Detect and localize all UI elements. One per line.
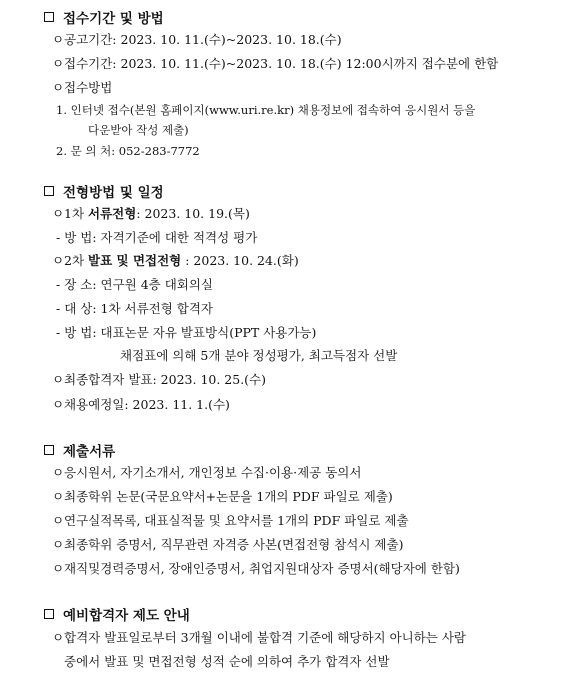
schedule-round-1: ㅇ1차 서류전형: 2023. 10. 19.(목) [52, 204, 250, 224]
section-title: 전형방법 및 일정 [63, 185, 164, 201]
checkbox-square-icon [44, 609, 54, 619]
list-item: ㅇ공고기간: 2023. 10. 11.(수)~2023. 10. 18.(수) [52, 30, 342, 50]
section-heading-reserve [44, 603, 190, 625]
method-item: 1. 인터넷 접수(본원 홈페이지(www.uri.re.kr) 채용정보에 접속하여 응시원서 등을 [56, 103, 476, 117]
circle-bullet-icon: ㅇ [52, 489, 65, 504]
list-item: ㅇ응시원서, 자기소개서, 개인정보 수집·이용·제공 동의서 [52, 463, 361, 483]
section-title: 예비합격자 제도 안내 [63, 608, 190, 624]
checkbox-square-icon [44, 186, 54, 196]
method-item-contact: 2. 문 의 처: 052-283-7772 [56, 144, 200, 158]
section-heading-selection [44, 180, 164, 202]
circle-bullet-icon: ㅇ [52, 80, 65, 95]
circle-bullet-icon: ㅇ [52, 630, 65, 645]
section-heading-documents [44, 439, 115, 461]
final-announcement: ㅇ최종합격자 발표: 2023. 10. 25.(수) [52, 370, 266, 390]
round-2-method-continued: 채점표에 의해 5개 분야 정성평가, 최고득점자 선발 [120, 348, 398, 363]
round-2-target: - 대 상: 1차 서류전형 합격자 [56, 301, 214, 316]
circle-bullet-icon: ㅇ [52, 56, 65, 71]
circle-bullet-icon: ㅇ [52, 372, 65, 387]
circle-bullet-icon: ㅇ [52, 397, 65, 412]
list-item: ㅇ최종학위 논문(국문요약서+논문을 1개의 PDF 파일로 제출) [52, 487, 393, 507]
checkbox-square-icon [44, 445, 54, 455]
reserve-description: ㅇ합격자 발표일로부터 3개월 이내에 불합격 기준에 해당하지 아니하는 사람 [52, 628, 466, 648]
circle-bullet-icon: ㅇ [52, 561, 65, 576]
reserve-description-continued: 중에서 발표 및 면접전형 성적 순에 의하여 추가 합격자 선발 [64, 654, 390, 669]
checkbox-square-icon [44, 12, 54, 22]
circle-bullet-icon: ㅇ [52, 537, 65, 552]
circle-bullet-icon: ㅇ [52, 465, 65, 480]
circle-bullet-icon: ㅇ [52, 32, 65, 47]
schedule-round-2: ㅇ2차 발표 및 면접전형 : 2023. 10. 24.(화) [52, 251, 299, 271]
section-title: 접수기간 및 방법 [63, 11, 164, 27]
list-item: ㅇ재직및경력증명서, 장애인증명서, 취업지원대상자 증명서(해당자에 한함) [52, 559, 460, 579]
method-item-continued: 다운받아 작성 제출) [88, 123, 189, 137]
section-heading-receipt [44, 6, 164, 28]
list-item: ㅇ최종학위 증명서, 직무관련 자격증 사본(면접전형 참석시 제출) [52, 535, 403, 555]
list-item: ㅇ접수방법 [52, 78, 112, 98]
round-2-method: - 방 법: 대표논문 자유 발표방식(PPT 사용가능) [56, 325, 317, 340]
hire-date: ㅇ채용예정일: 2023. 11. 1.(수) [52, 395, 230, 415]
round-1-method: - 방 법: 자격기준에 대한 적격성 평가 [56, 230, 258, 245]
list-item: ㅇ연구실적목록, 대표실적물 및 요약서를 1개의 PDF 파일로 제출 [52, 511, 409, 531]
section-title: 제출서류 [63, 444, 116, 460]
circle-bullet-icon: ㅇ [52, 513, 65, 528]
round-2-place: - 장 소: 연구원 4층 대회의실 [56, 277, 214, 292]
circle-bullet-icon: ㅇ [52, 206, 65, 221]
list-item: ㅇ접수기간: 2023. 10. 11.(수)~2023. 10. 18.(수) 12:00시까지 접수분에 한함 [52, 54, 498, 74]
circle-bullet-icon: ㅇ [52, 253, 65, 268]
